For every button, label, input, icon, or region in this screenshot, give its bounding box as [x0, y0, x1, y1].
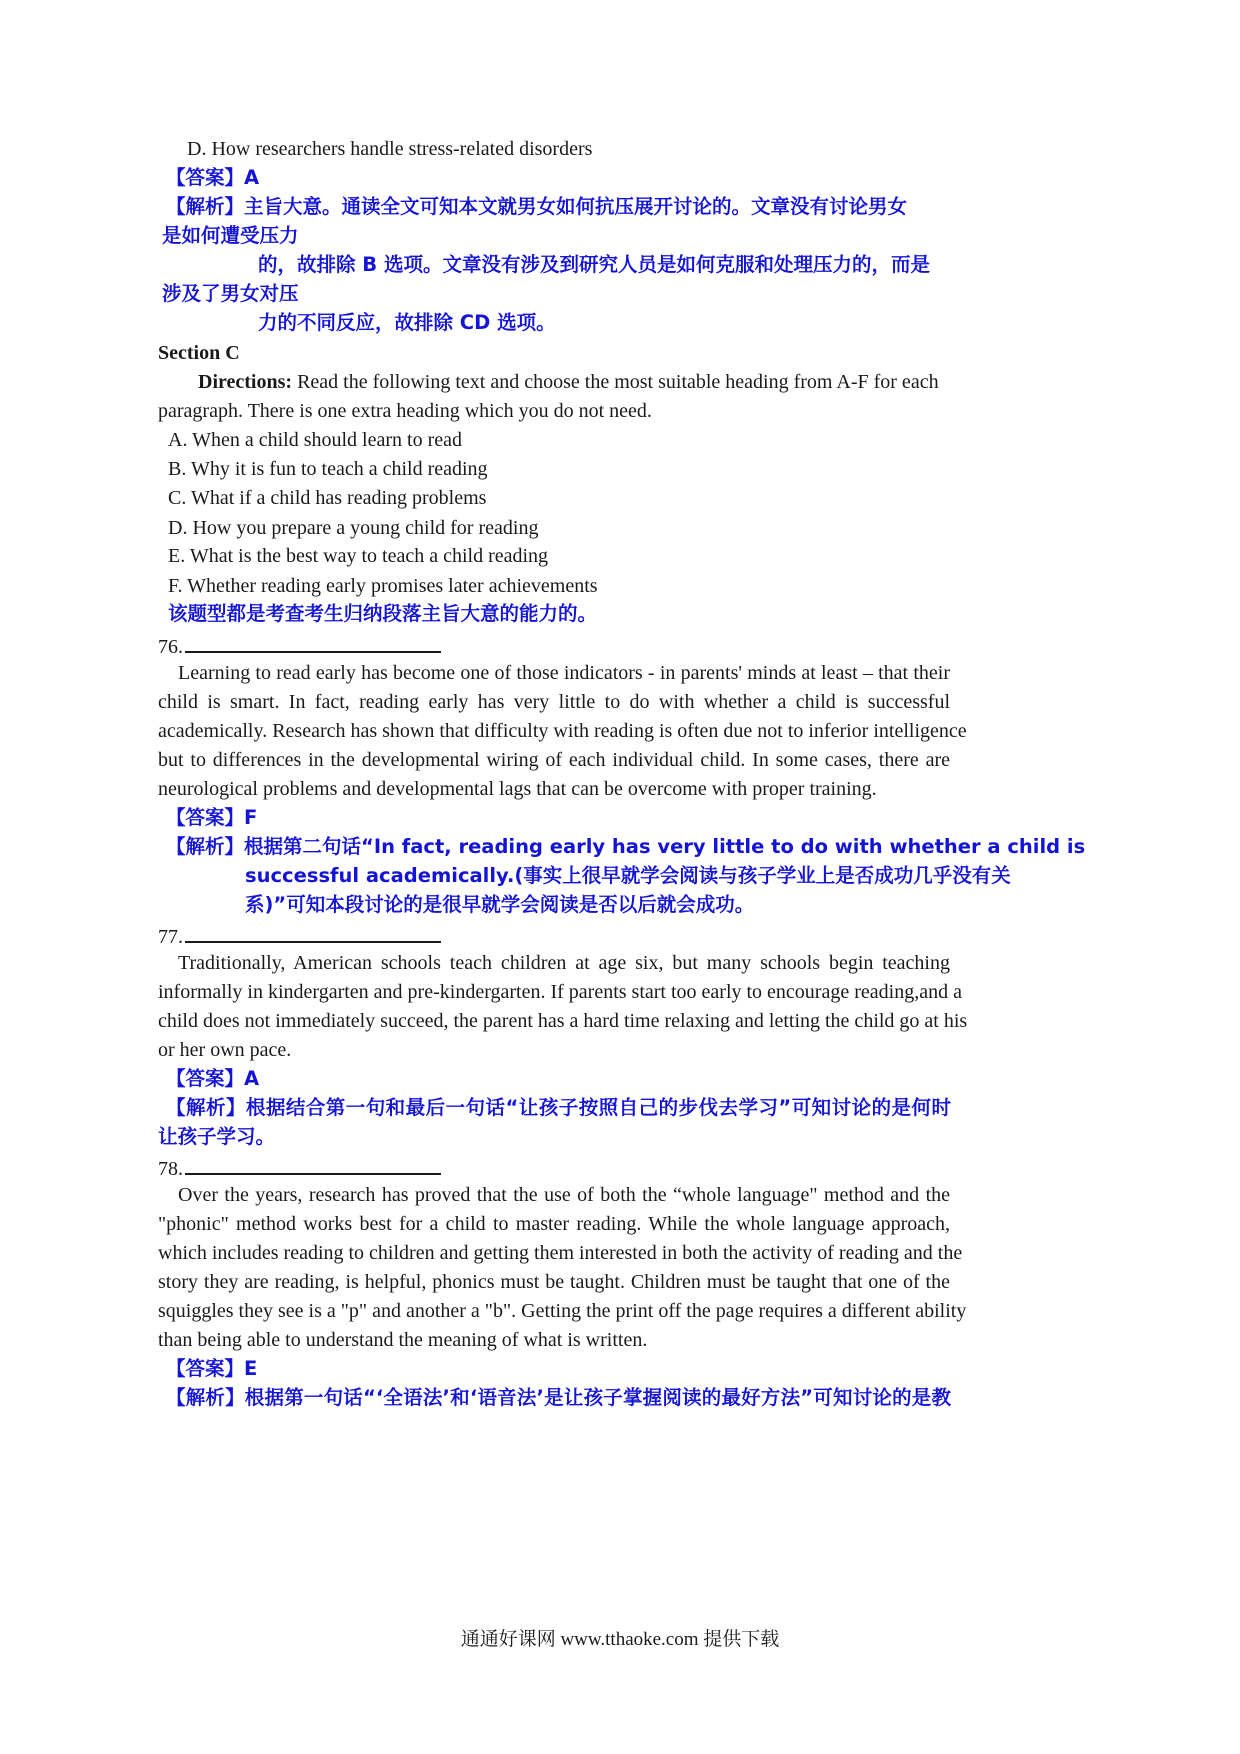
page-footer: 通通好课网 www.tthaoke.com 提供下载: [460, 1629, 780, 1650]
heading-option-b: B. Why it is fun to teach a child reading: [168, 458, 488, 480]
directions-text-1: Read the following text and choose the most suitable heading from A-F for each: [292, 371, 939, 393]
q78-passage-line-6: than being able to understand the meaning of what is written.: [158, 1329, 648, 1351]
directions-label: Directions:: [198, 371, 293, 393]
question-type-note: 该题型都是考查考生归纳段落主旨大意的能力的。: [168, 602, 598, 625]
q78-passage-line-4: story they are reading, is helpful, phonics must be taught. Children must be taught that one of the: [158, 1271, 950, 1293]
q76-analysis-2: successful academically.(事实上很早就学会阅读与孩子学业上是否成功几乎没有关: [245, 864, 1011, 887]
q77-passage-line-4: or her own pace.: [158, 1039, 292, 1061]
q76-analysis-1: 【解析】根据第二句话“In fact, reading early has very little to do with whether a child is: [166, 835, 1086, 858]
q78-passage-line-3: which includes reading to children and getting them interested in both the activity of reading and the: [158, 1242, 963, 1264]
heading-option-d: D. How you prepare a young child for reading: [168, 517, 539, 539]
q76-answer: 【答案】F: [166, 806, 258, 829]
q77-analysis-2: 让孩子学习。: [158, 1125, 276, 1148]
answer-prev: 【答案】A: [166, 166, 260, 189]
q78-passage-line-1: Over the years, research has proved that the use of both the “whole language" method and the: [178, 1184, 950, 1206]
heading-option-c: C. What if a child has reading problems: [168, 487, 487, 509]
q77-passage-line-1: Traditionally, American schools teach children at age six, but many schools begin teaching: [178, 952, 950, 974]
q78-answer: 【答案】E: [166, 1357, 258, 1380]
q77-passage-line-2: informally in kindergarten and pre-kindergarten. If parents start too early to encourage reading,and a: [158, 981, 962, 1003]
analysis-prev-4: 涉及了男女对压: [162, 282, 299, 305]
q76-passage-line-2: child is smart. In fact, reading early has very little to do with whether a child is successful: [158, 691, 950, 713]
q76-analysis-3: 系)”可知本段讨论的是很早就学会阅读是否以后就会成功。: [245, 893, 755, 916]
question-76-number: 76.: [158, 636, 183, 658]
directions-line-2: paragraph. There is one extra heading which you do not need.: [158, 400, 652, 422]
q77-passage-line-3: child does not immediately succeed, the parent has a hard time relaxing and letting the child go at his: [158, 1010, 968, 1032]
heading-option-f: F. Whether reading early promises later achievements: [168, 575, 598, 597]
q78-passage-line-2: "phonic" method works best for a child to master reading. While the whole language approach,: [158, 1213, 950, 1235]
section-title: Section C: [158, 342, 240, 364]
q77-answer: 【答案】A: [166, 1067, 260, 1090]
q76-passage-line-4: but to differences in the developmental wiring of each individual child. In some cases, there are: [158, 749, 950, 771]
q77-analysis-1: 【解析】根据结合第一句和最后一句话“让孩子按照自己的步伐去学习”可知讨论的是何时: [166, 1096, 951, 1119]
answer-blank-77[interactable]: [185, 919, 441, 943]
q76-passage-line-1: Learning to read early has become one of those indicators - in parents' minds at least – that their: [178, 662, 950, 684]
q78-analysis-1: 【解析】根据第一句话“‘全语法’和‘语音法’是让孩子掌握阅读的最好方法”可知讨论的是教: [166, 1386, 951, 1409]
question-78-number: 78.: [158, 1158, 183, 1180]
question-77-number: 77.: [158, 926, 183, 948]
q76-passage-line-5: neurological problems and developmental lags that can be overcome with proper training.: [158, 778, 877, 800]
analysis-prev-1: 【解析】主旨大意。通读全文可知本文就男女如何抗压展开讨论的。文章没有讨论男女: [166, 195, 908, 218]
q78-passage-line-5: squiggles they see is a "p" and another a "b". Getting the print off the page requires a different ability: [158, 1300, 967, 1322]
heading-option-a: A. When a child should learn to read: [168, 429, 462, 451]
directions-line-1: [198, 367, 939, 397]
q76-passage-line-3: academically. Research has shown that difficulty with reading is often due not to inferior intelligence: [158, 720, 967, 742]
option-d-prev: D. How researchers handle stress-related disorders: [187, 138, 593, 160]
answer-blank-76[interactable]: [185, 629, 441, 653]
analysis-prev-2: 是如何遭受压力: [162, 224, 299, 247]
heading-option-e: E. What is the best way to teach a child reading: [168, 545, 549, 567]
analysis-prev-3: 的，故排除 B 选项。文章没有涉及到研究人员是如何克服和处理压力的，而是: [258, 253, 930, 276]
analysis-prev-5: 力的不同反应，故排除 CD 选项。: [258, 311, 556, 334]
answer-blank-78[interactable]: [185, 1151, 441, 1175]
